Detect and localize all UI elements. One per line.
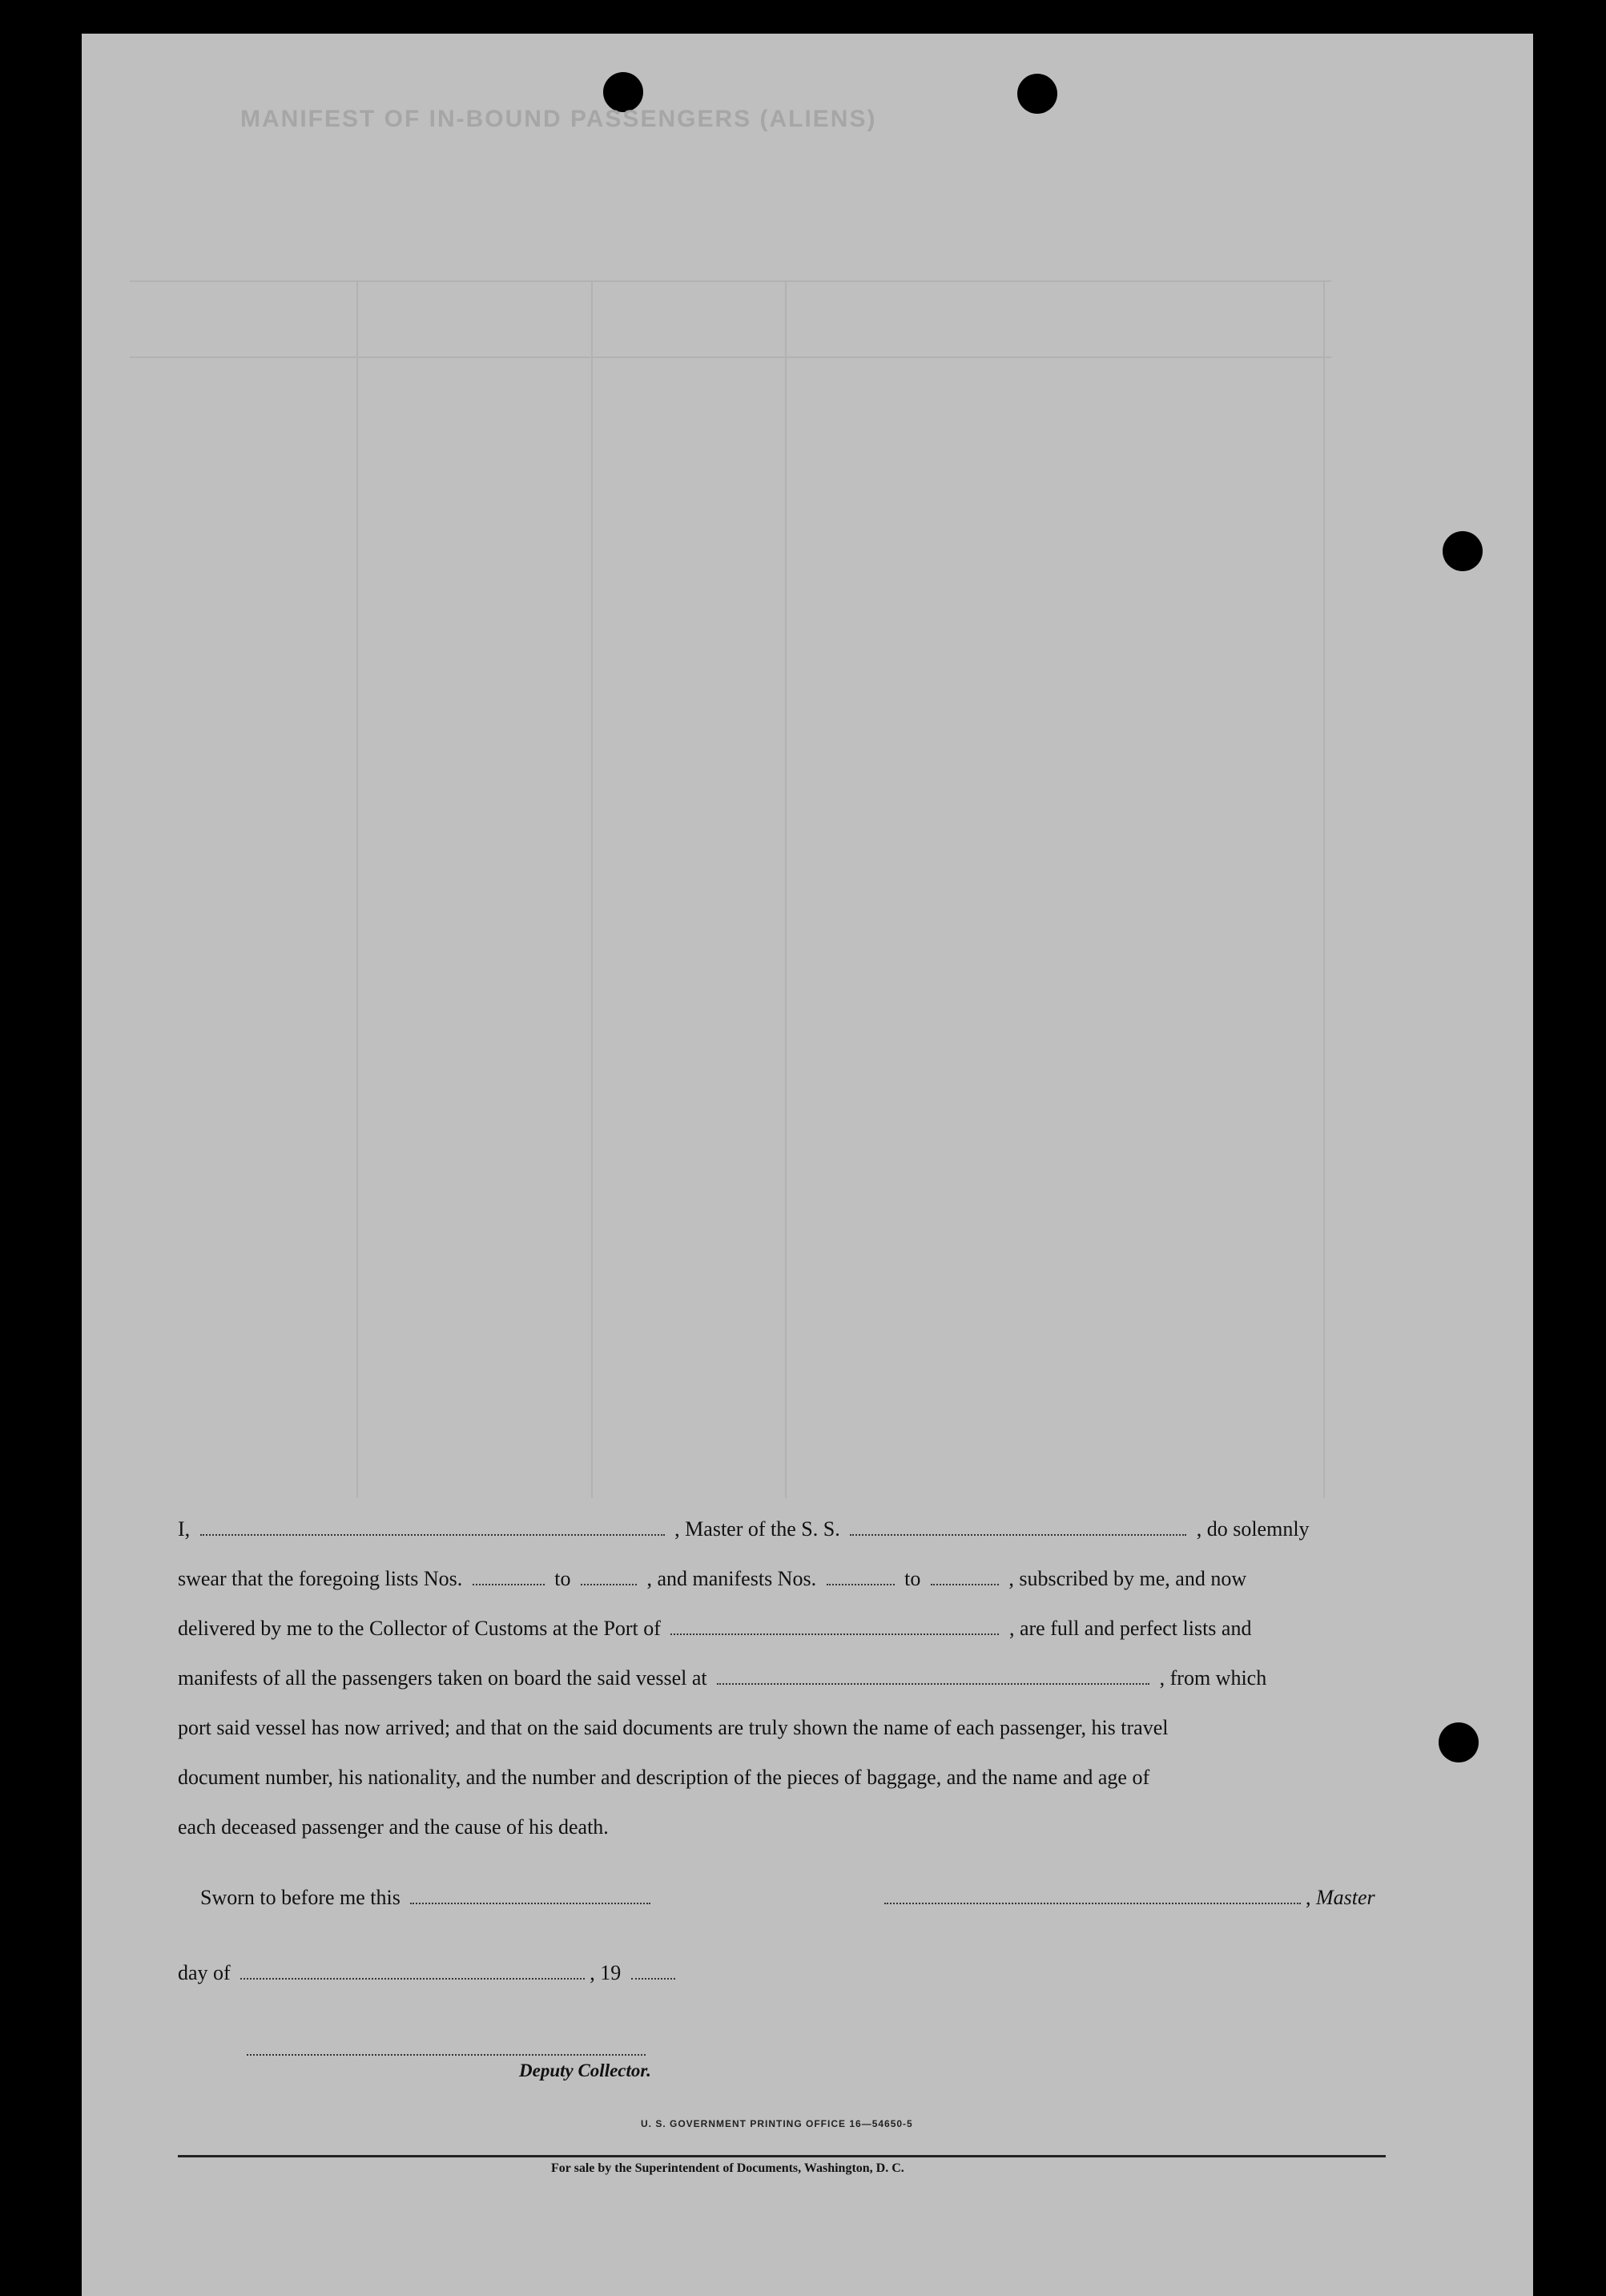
departure-port-blank — [717, 1669, 1149, 1685]
master-name-blank — [200, 1520, 665, 1536]
day-of-line — [178, 1961, 680, 1985]
oath-text: to — [554, 1567, 571, 1590]
vessel-name-blank — [850, 1520, 1186, 1536]
faint-grid-line — [130, 356, 1331, 358]
faint-grid-line — [1323, 280, 1325, 1498]
master-signature-line: , Master — [879, 1886, 1375, 1910]
oath-line-3 — [178, 1604, 1387, 1654]
oath-line-5: port said vessel has now arrived; and that on the said documents are truly shown the name of each passenger, his travel — [178, 1716, 1169, 1739]
master-signature-blank — [884, 1888, 1301, 1904]
sale-notice: For sale by the Superintendent of Documents, Washington, D. C. — [551, 2161, 904, 2175]
manifest-sheet — [82, 34, 1533, 2296]
list-to-blank — [581, 1569, 637, 1585]
punch-hole-right-lower — [1439, 1722, 1479, 1762]
printing-office-imprint: U. S. GOVERNMENT PRINTING OFFICE 16—54650-5 — [641, 2118, 913, 2129]
sworn-line — [200, 1886, 655, 1910]
year-blank — [631, 1964, 675, 1980]
oath-line-2 — [178, 1554, 1387, 1604]
port-blank — [670, 1619, 999, 1635]
oath-line-1 — [178, 1504, 1387, 1554]
oath-text: , subscribed by me, and now — [1008, 1567, 1247, 1590]
punch-hole-top-right — [1017, 74, 1057, 114]
sworn-label: Sworn to before me this — [200, 1886, 400, 1909]
punch-hole-right-upper — [1443, 531, 1483, 571]
year-prefix: , 19 — [590, 1961, 622, 1984]
deputy-collector-label: Deputy Collector. — [519, 2060, 651, 2080]
manifest-from-blank — [827, 1569, 895, 1585]
oath-text: swear that the foregoing lists Nos. — [178, 1567, 463, 1590]
oath-text: manifests of all the passengers taken on board the said vessel at — [178, 1666, 707, 1690]
faint-grid-line — [785, 280, 787, 1498]
deputy-signature-line — [247, 2054, 646, 2056]
oath-text: , are full and perfect lists and — [1008, 1617, 1252, 1640]
oath-text: , from which — [1159, 1666, 1267, 1690]
day-of-label: day of — [178, 1961, 231, 1984]
master-label: Master — [1316, 1886, 1375, 1909]
list-from-blank — [473, 1569, 545, 1585]
oath-text: I, — [178, 1517, 191, 1541]
master-oath — [178, 1504, 1387, 1852]
oath-line-7: each deceased passenger and the cause of his death. — [178, 1815, 609, 1839]
oath-text: delivered by me to the Collector of Customs at the Port of — [178, 1617, 661, 1640]
manifest-to-blank — [931, 1569, 999, 1585]
oath-text: to — [904, 1567, 921, 1590]
oath-line-6: document number, his nationality, and the number and description of the pieces of baggage, and the name and age of — [178, 1766, 1150, 1789]
faint-grid-line — [591, 280, 593, 1498]
oath-line-4 — [178, 1654, 1387, 1703]
footer-rule — [178, 2155, 1386, 2157]
faint-grid-line — [356, 280, 358, 1498]
oath-text: , do solemnly — [1196, 1517, 1310, 1541]
sworn-date-blank — [410, 1888, 650, 1904]
faint-grid-line — [130, 280, 1331, 282]
oath-text: , and manifests Nos. — [646, 1567, 817, 1590]
oath-text: , Master of the S. S. — [674, 1517, 840, 1541]
faint-header-title: MANIFEST OF IN-BOUND PASSENGERS (ALIENS) — [240, 106, 877, 132]
month-blank — [240, 1964, 585, 1980]
